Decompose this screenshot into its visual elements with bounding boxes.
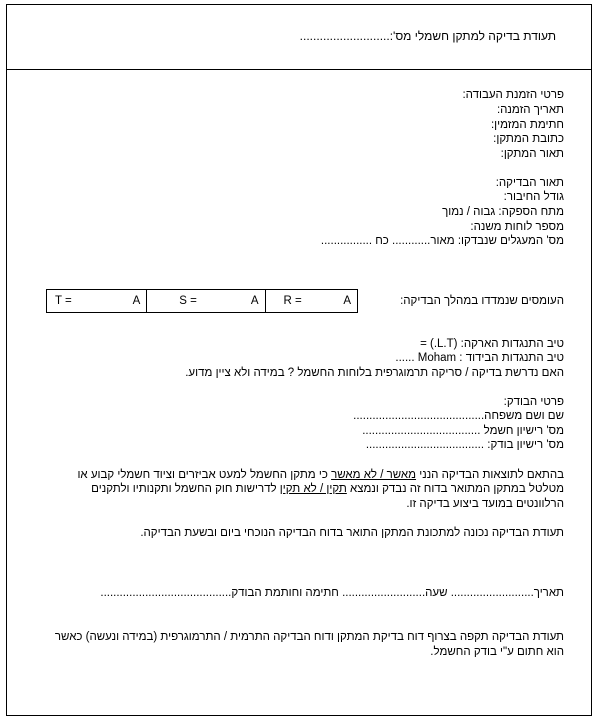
header-divider [6, 69, 592, 70]
load-unit-s: A [250, 295, 259, 307]
orderer-signature-label: חתימת המזמין: [490, 119, 564, 131]
loads-label: העומסים שנמדדו במהלך הבדיקה: [400, 295, 564, 307]
load-phase-s: S = [179, 295, 197, 307]
loads-table [46, 289, 358, 313]
order-date-label: תאריך הזמנה: [496, 104, 564, 116]
load-cell-r [266, 290, 357, 312]
circuits-checked-label: מס' המעגלים שנבדקו: מאור............ כח ................ [320, 235, 564, 247]
load-unit-r: A [343, 295, 351, 307]
order-heading: פרטי הזמנת העבודה: [462, 89, 564, 101]
inspector-license-field: מס' רישיון בודק: ..................................... [365, 439, 564, 451]
connection-size-label: גודל החיבור: [503, 191, 564, 203]
load-unit-t: A [132, 295, 141, 307]
supply-voltage-label: מתח הספקה: גבוה / נמוך [442, 206, 564, 218]
footer-line-2: הוא חתום ע"י בודק החשמל. [430, 646, 564, 658]
inspector-heading: פרטי הבודק: [503, 396, 564, 408]
inspection-heading: תאור הבדיקה: [495, 177, 564, 189]
footer-line-1: תעודת הבדיקה תקפה בצרוף דוח בדיקת המתקן ודוח הבדיקה התרמית / התרמוגרפית (במידה ונעשה) כאשר [54, 631, 564, 643]
certificate-title: תעודת בדיקה למתקן חשמלי מס':........................... [299, 29, 556, 43]
underlined-option: תקין / לא תקין [279, 483, 347, 495]
earth-resistance-label: טיב התנגדות הארקה: (L.T.) = [420, 338, 564, 350]
conclusion-line-1: בהתאם לתוצאות הבדיקה הנני מאשר / לא מאשר כי מתקן החשמל למעט אביזרים וציוד חשמלי קבוע או [77, 469, 564, 481]
inspector-name-field: שם ושם משפחה......................................... [353, 410, 564, 422]
subpanel-count-label: מספר לוחות משנה: [470, 221, 564, 233]
installation-description-label: תאור המתקן: [500, 148, 564, 160]
insulation-resistance-label: טיב התנגדות הבידוד : Moham ...... [395, 352, 564, 364]
load-cell-t [47, 290, 146, 312]
electrician-license-field: מס' רישיון חשמל ..................................... [362, 425, 564, 437]
load-cell-s [147, 290, 264, 312]
validity-statement: תעודת הבדיקה נכונה למתכונת המתקן התואר בדוח הבדיקה הנוכחי ביום ובשעת הבדיקה. [140, 527, 564, 539]
conclusion-line-2: מטלטל במתקן המתואר בדוח זה נבדק ונמצא תקין / לא תקין לדרישות חוק החשמל ותקנותיו ולתקנים [91, 483, 564, 495]
load-phase-t: T = [55, 295, 72, 307]
conclusion-line-3: הרלוונטים במועד ביצוע בדיקה זו. [406, 498, 564, 510]
thermography-question: האם נדרשת בדיקה / סריקה תרמוגרפית בלוחות החשמל ? במידה ולא ציין מדוע. [185, 367, 564, 379]
signature-row: תאריך.......................... שעה.......................... חתימה וחותמת הבודק......................................... [100, 587, 564, 599]
underlined-option: מאשר / לא מאשר [331, 469, 417, 481]
installation-address-label: כתובת המתקן: [493, 133, 564, 145]
load-phase-r: R = [283, 295, 302, 307]
